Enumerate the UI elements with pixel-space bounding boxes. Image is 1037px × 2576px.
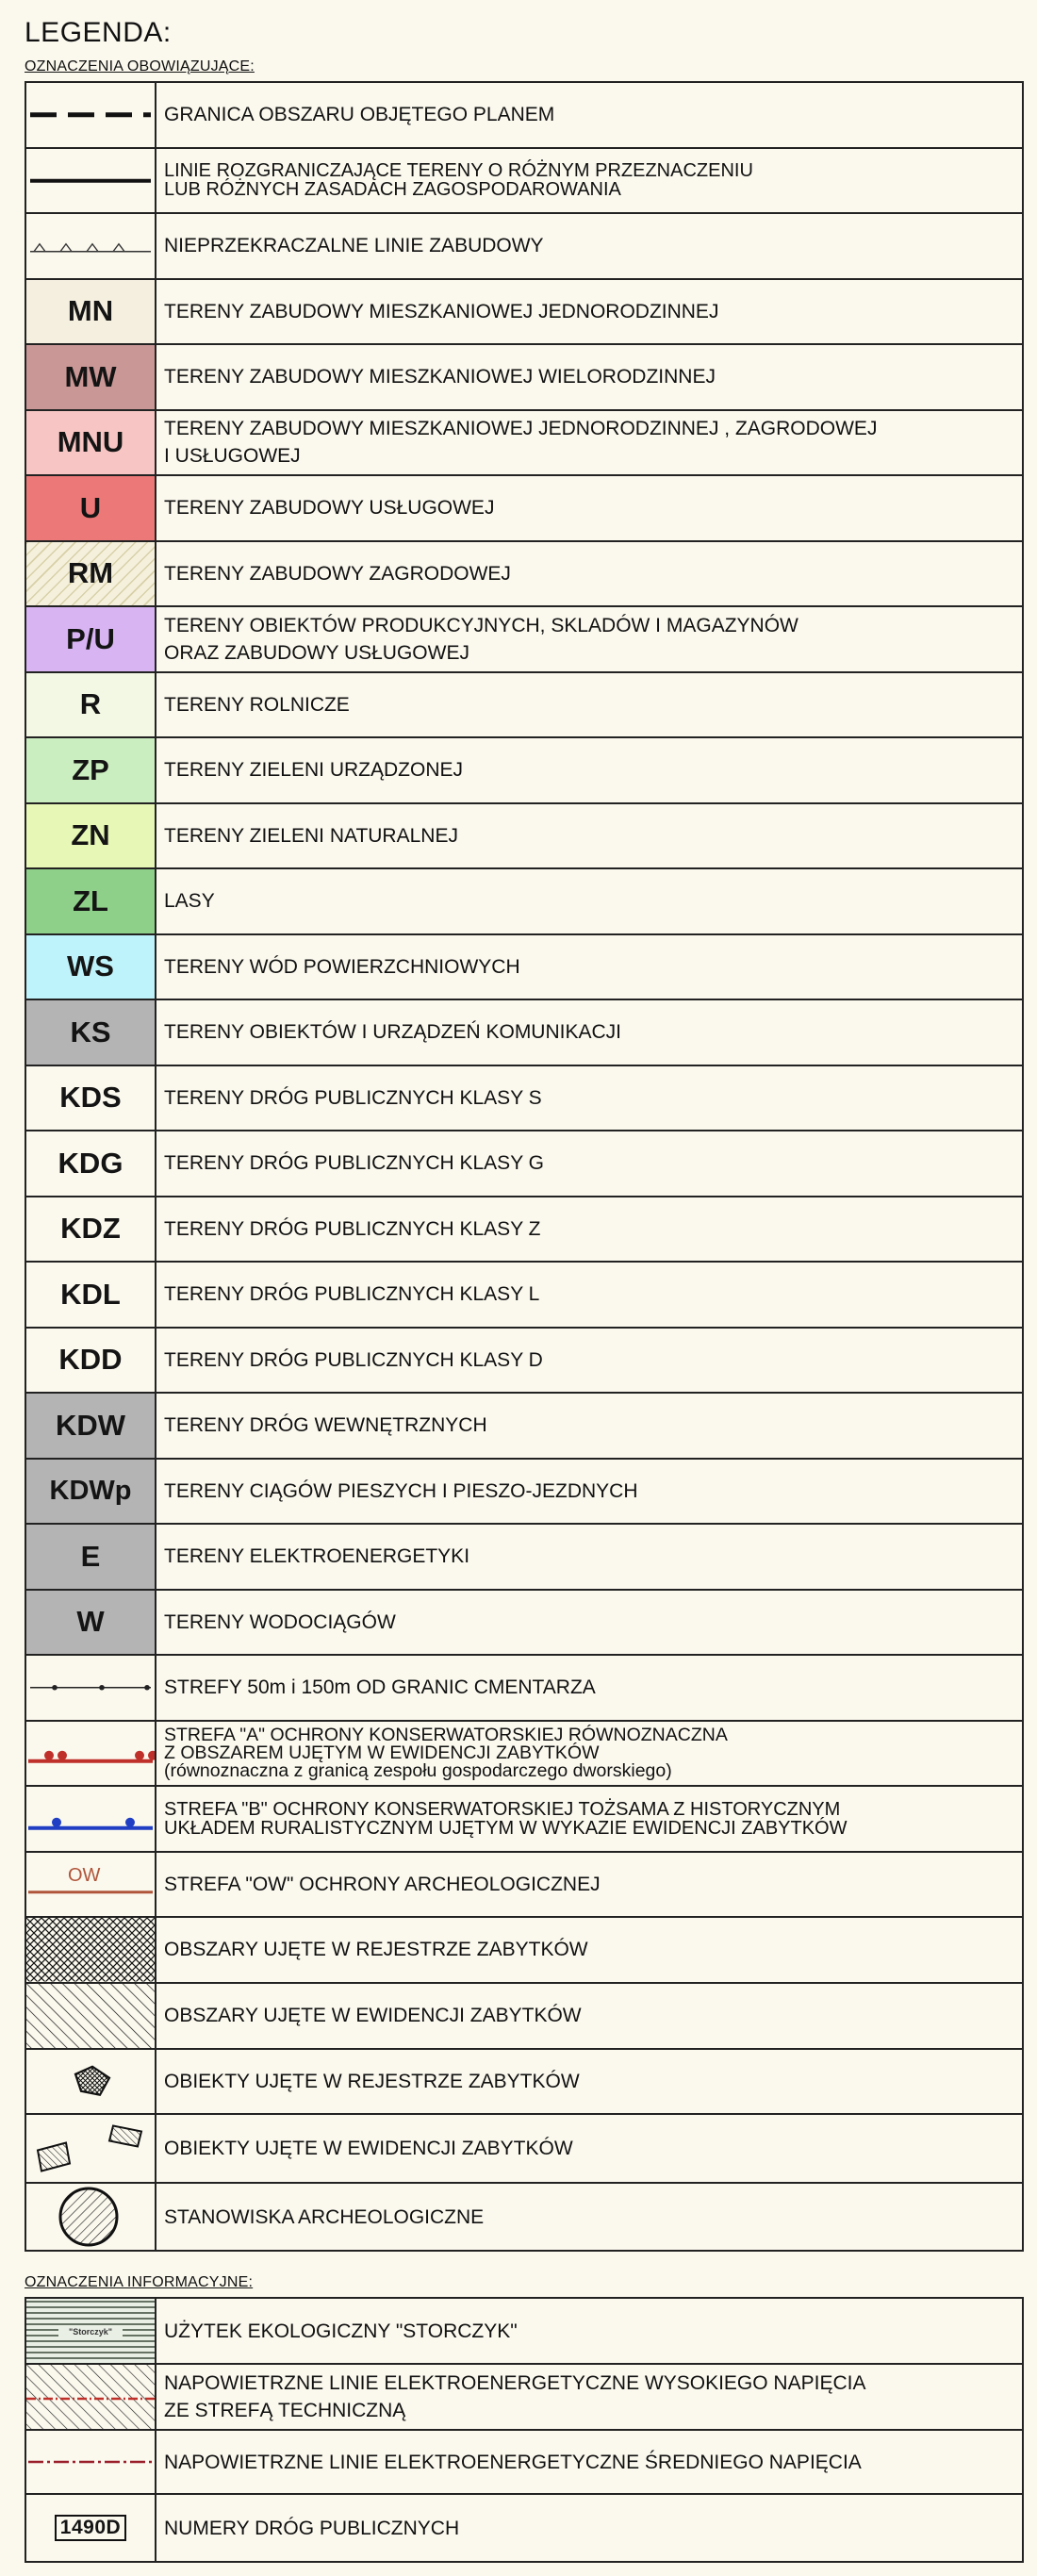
legend-swatch-kdw (26, 1394, 156, 1458)
legend-swatch-zn (26, 804, 156, 868)
legend-description (156, 1918, 1022, 1982)
legend-code: MW (64, 359, 117, 393)
legend-code: ZL (73, 883, 108, 917)
legend-description-line: LASY (164, 890, 215, 913)
legend-description-line: UŻYTEK EKOLOGICZNY "STORCZYK" (164, 2320, 518, 2342)
legend-description (156, 2431, 1022, 2493)
legend-symbol-object-register (26, 2050, 156, 2114)
legend-code: E (80, 1539, 101, 1573)
legend-description (156, 738, 1022, 802)
legend-code: KDG (58, 1146, 123, 1180)
legend-description-line: OBSZARY UJĘTE W EWIDENCJI ZABYTKÓW (164, 2005, 582, 2026)
legend-description-line: OBIEKTY UJĘTE W EWIDENCJI ZABYTKÓW (164, 2138, 573, 2159)
legend-row-w (26, 1591, 1022, 1657)
legend-row-u (26, 476, 1022, 542)
legend-description-line: NAPOWIETRZNE LINIE ELEKTROENERGETYCZNE WYSOKIEGO NAPIĘCIA (164, 2372, 866, 2394)
legend-swatch-ks (26, 1000, 156, 1065)
legend-description (156, 476, 1022, 540)
legend-description-line: TERENY DRÓG PUBLICZNYCH KLASY L (164, 1283, 540, 1306)
legend-description-line: TERENY ZABUDOWY MIESZKANIOWEJ JEDNORODZINNEJ , ZAGRODOWEJ (164, 418, 878, 440)
legend-symbol-line-solid (26, 149, 156, 213)
legend-description-line: Z OBSZAREM UJĘTYM W EWIDENCJI ZABYTKÓW (164, 1742, 600, 1763)
legend-description-line: TERENY ZABUDOWY MIESZKANIOWEJ WIELORODZINNEJ (164, 366, 716, 388)
ow-line-label: OW (68, 1865, 101, 1887)
legend-row-rm (26, 542, 1022, 608)
legend-row-area-hatch (26, 1984, 1022, 2050)
legend-description-line: TERENY DRÓG PUBLICZNYCH KLASY D (164, 1348, 543, 1371)
legend-description-line: NIEPRZEKRACZALNE LINIE ZABUDOWY (164, 235, 544, 257)
legend-description-line: TERENY CIĄGÓW PIESZYCH I PIESZO-JEZDNYCH (164, 1479, 638, 1502)
legend-symbol-line-buildline (26, 214, 156, 278)
legend-row-ws (26, 935, 1022, 1001)
legend-code: MNU (57, 425, 124, 459)
legend-row-road-number (26, 2495, 1022, 2561)
legend-description (156, 1000, 1022, 1065)
legend-description (156, 149, 1022, 213)
legend-description (156, 1525, 1022, 1589)
legend-binding-table (25, 81, 1024, 2252)
legend-description-line: I USŁUGOWEJ (164, 445, 301, 468)
legend-info-table (25, 2297, 1024, 2563)
legend-title: LEGENDA: (25, 17, 172, 48)
legend-swatch-e (26, 1525, 156, 1589)
section-binding-heading: OZNACZENIA OBOWIĄZUJĄCE: (25, 58, 255, 74)
legend-description (156, 1853, 1022, 1917)
legend-symbol-road-number (26, 2495, 156, 2561)
legend-description (156, 1131, 1022, 1196)
legend-description-line: TERENY OBIEKTÓW PRODUKCYJNYCH, SKLADÓW I MAGAZYNÓW (164, 614, 798, 636)
legend-description (156, 869, 1022, 933)
legend-description-line: TERENY DRÓG PUBLICZNYCH KLASY S (164, 1086, 542, 1109)
legend-row-mn (26, 280, 1022, 346)
legend-description (156, 673, 1022, 737)
legend-row-kdg (26, 1131, 1022, 1197)
legend-swatch-kdwp (26, 1460, 156, 1524)
legend-row-ks (26, 1000, 1022, 1066)
legend-code: KS (70, 1015, 111, 1049)
legend-description-line: LUB RÓŻNYCH ZASADACH ZAGOSPODAROWANIA (164, 179, 621, 201)
legend-swatch-rm (26, 542, 156, 606)
legend-swatch-ws (26, 935, 156, 999)
legend-description (156, 804, 1022, 868)
legend-description (156, 1066, 1022, 1131)
legend-row-line-ow (26, 1853, 1022, 1919)
legend-swatch-mn (26, 280, 156, 344)
legend-swatch-w (26, 1591, 156, 1655)
legend-row-mv-line (26, 2431, 1022, 2495)
legend-description-line: TERENY ZIELENI NATURALNEJ (164, 824, 458, 847)
legend-description-line: STREFA "A" OCHRONY KONSERWATORSKIEJ RÓWNOZNACZNA (164, 1725, 728, 1746)
legend-description (156, 1984, 1022, 2048)
legend-row-object-register (26, 2050, 1022, 2116)
legend-code: U (79, 490, 102, 524)
section-info-heading: OZNACZENIA INFORMACYJNE: (25, 2274, 254, 2290)
legend-description-line: STREFY 50m i 150m OD GRANIC CMENTARZA (164, 1676, 596, 1699)
legend-row-line-cemetery (26, 1656, 1022, 1722)
legend-row-r (26, 673, 1022, 739)
legend-row-kds (26, 1066, 1022, 1132)
legend-swatch-mnu (26, 411, 156, 475)
legend-row-line-solid (26, 149, 1022, 215)
legend-description (156, 1394, 1022, 1458)
legend-symbol-line-zoneA (26, 1722, 156, 1786)
legend-description-line: ZE STREFĄ TECHNICZNĄ (164, 2400, 406, 2421)
legend-description-line: OBSZARY UJĘTE W REJESTRZE ZABYTKÓW (164, 1939, 588, 1961)
legend-swatch-r (26, 673, 156, 737)
legend-symbol-line-cemetery (26, 1656, 156, 1720)
legend-row-kdl (26, 1263, 1022, 1329)
legend-swatch-u (26, 476, 156, 540)
legend-row-e (26, 1525, 1022, 1591)
legend-description-line: TERENY WODOCIĄGÓW (164, 1610, 396, 1633)
legend-symbol-area-hatch (26, 1984, 156, 2048)
legend-code: W (76, 1605, 105, 1639)
legend-code: KDD (58, 1343, 123, 1377)
legend-description (156, 2184, 1022, 2250)
legend-swatch-kdg (26, 1131, 156, 1196)
legend-description (156, 1656, 1022, 1720)
legend-code: KDW (55, 1408, 126, 1442)
legend-description-line: TERENY DRÓG WEWNĘTRZNYCH (164, 1414, 487, 1437)
legend-description (156, 1263, 1022, 1327)
legend-description-line: TERENY ZABUDOWY ZAGRODOWEJ (164, 562, 511, 585)
legend-description (156, 345, 1022, 409)
legend-symbol-mv-line (26, 2431, 156, 2493)
legend-code: P/U (66, 621, 115, 655)
legend-row-p-u (26, 607, 1022, 673)
legend-row-kdz (26, 1197, 1022, 1263)
legend-swatch-kdl (26, 1263, 156, 1327)
legend-code: KDWp (49, 1475, 132, 1506)
legend-symbol-line-dashed (26, 83, 156, 147)
legend-row-line-buildline (26, 214, 1022, 280)
legend-row-line-dashed (26, 83, 1022, 149)
legend-description-line: TERENY OBIEKTÓW I URZĄDZEŃ KOMUNIKACJI (164, 1021, 621, 1044)
legend-swatch-kdz (26, 1197, 156, 1262)
legend-symbol-eco (26, 2299, 156, 2363)
legend-row-mnu (26, 411, 1022, 477)
legend-description-line: TERENY ZABUDOWY MIESZKANIOWEJ JEDNORODZINNEJ (164, 300, 719, 322)
legend-symbol-object-evidence (26, 2115, 156, 2182)
legend-description (156, 1722, 1022, 1786)
legend-symbol-area-crosshatch (26, 1918, 156, 1982)
legend-swatch-zl (26, 869, 156, 933)
legend-description-line: TERENY ZIELENI URZĄDZONEJ (164, 759, 463, 782)
legend-code: MN (67, 294, 114, 328)
legend-row-zl (26, 869, 1022, 935)
legend-row-zn (26, 804, 1022, 870)
legend-description-line: TERENY DRÓG PUBLICZNYCH KLASY Z (164, 1217, 541, 1240)
legend-code: R (79, 687, 102, 721)
legend-symbol-line-zoneB (26, 1787, 156, 1851)
legend-description (156, 2365, 1022, 2429)
legend-description (156, 1787, 1022, 1851)
legend-swatch-p-u (26, 607, 156, 671)
legend-description (156, 2115, 1022, 2182)
legend-description (156, 935, 1022, 999)
legend-description (156, 83, 1022, 147)
svg-text:"Storczyk": "Storczyk" (68, 2327, 113, 2337)
legend-row-eco (26, 2299, 1022, 2365)
legend-row-line-zoneB (26, 1787, 1022, 1853)
legend-description-line: STANOWISKA ARCHEOLOGICZNE (164, 2205, 485, 2228)
legend-description-line: TERENY WÓD POWIERZCHNIOWYCH (164, 955, 520, 978)
legend-description-line: STREFA "B" OCHRONY KONSERWATORSKIEJ TOŻSAMA Z HISTORYCZNYM (164, 1798, 841, 1820)
legend-code: ZN (71, 818, 110, 852)
legend-description (156, 1329, 1022, 1393)
legend-swatch-zp (26, 738, 156, 802)
legend-code: WS (67, 949, 114, 983)
legend-row-kdd (26, 1329, 1022, 1395)
legend-description-line: UKŁADEM RURALISTYCZNYM UJĘTYM W WYKAZIE EWIDENCJI ZABYTKÓW (164, 1817, 848, 1839)
legend-row-kdwp (26, 1460, 1022, 1526)
legend-description-line: OBIEKTY UJĘTE W REJESTRZE ZABYTKÓW (164, 2070, 580, 2092)
legend-swatch-mw (26, 345, 156, 409)
legend-description-line: ORAZ ZABUDOWY USŁUGOWEJ (164, 641, 469, 664)
legend-description (156, 1460, 1022, 1524)
legend-description (156, 1197, 1022, 1262)
legend-row-zp (26, 738, 1022, 804)
legend-description-line: TERENY DRÓG PUBLICZNYCH KLASY G (164, 1152, 544, 1175)
legend-description (156, 607, 1022, 671)
legend-description (156, 2050, 1022, 2114)
legend-code: RM (67, 556, 114, 590)
legend-swatch-kdd (26, 1329, 156, 1393)
legend-description (156, 542, 1022, 606)
legend-description (156, 1591, 1022, 1655)
legend-description-line: STREFA "OW" OCHRONY ARCHEOLOGICZNEJ (164, 1873, 601, 1895)
legend-code: KDS (59, 1081, 122, 1115)
legend-symbol-hv-line (26, 2365, 156, 2429)
legend-description-line: NAPOWIETRZNE LINIE ELEKTROENERGETYCZNE ŚREDNIEGO NAPIĘCIA (164, 2451, 862, 2473)
legend-code: KDZ (60, 1212, 121, 1246)
legend-description-line: TERENY ZABUDOWY USŁUGOWEJ (164, 497, 495, 520)
legend-row-kdw (26, 1394, 1022, 1460)
legend-description-line: (równoznaczna z granicą zespołu gospodarczego dworskiego) (164, 1759, 672, 1781)
legend-row-line-zoneA (26, 1722, 1022, 1788)
legend-description (156, 411, 1022, 475)
legend-symbol-archaeo-site (26, 2184, 156, 2250)
road-number-badge: 1490D (55, 2515, 126, 2541)
legend-row-object-evidence (26, 2115, 1022, 2184)
legend-code: ZP (72, 752, 109, 786)
legend-description-line: LINIE ROZGRANICZAJĄCE TERENY O RÓŻNYM PRZEZNACZENIU (164, 160, 753, 182)
legend-code: KDL (60, 1277, 121, 1311)
legend-description (156, 214, 1022, 278)
legend-row-mw (26, 345, 1022, 411)
legend-description (156, 2299, 1022, 2363)
legend-description-line: TERENY ELEKTROENERGETYKI (164, 1545, 470, 1568)
legend-row-archaeo-site (26, 2184, 1022, 2250)
legend-row-hv-line (26, 2365, 1022, 2431)
legend-description-line: GRANICA OBSZARU OBJĘTEGO PLANEM (164, 104, 555, 126)
legend-description-line: TERENY ROLNICZE (164, 693, 350, 716)
legend-row-area-crosshatch (26, 1918, 1022, 1984)
legend-description (156, 280, 1022, 344)
legend-description (156, 2495, 1022, 2561)
legend-description-line: NUMERY DRÓG PUBLICZNYCH (164, 2517, 460, 2539)
legend-symbol-line-ow (26, 1853, 156, 1917)
legend-swatch-kds (26, 1066, 156, 1131)
